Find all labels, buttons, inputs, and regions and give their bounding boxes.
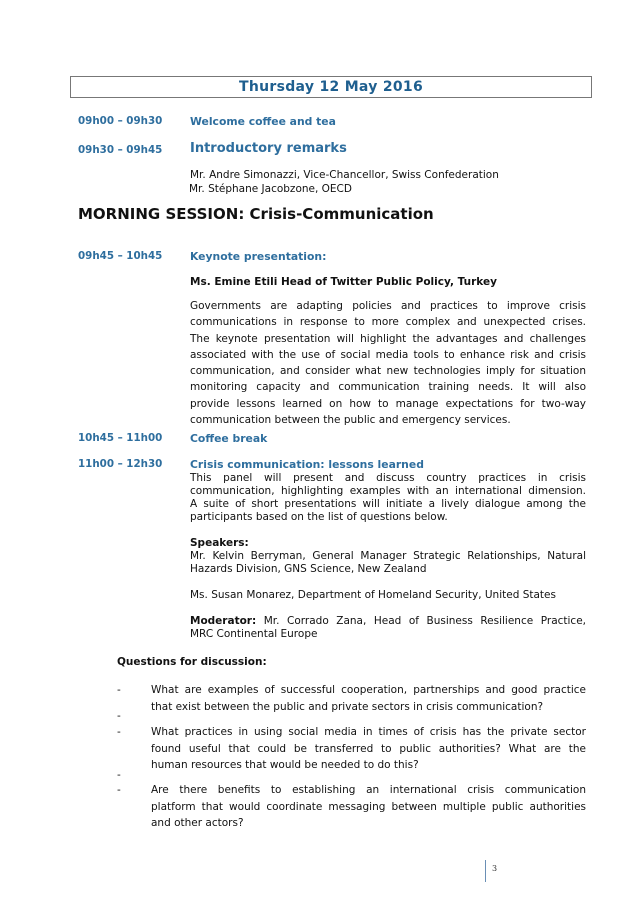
question-line: What are examples of successful cooperation, partnerships and good practice: [151, 684, 586, 696]
question-line: Are there benefits to establishing an international crisis communication: [151, 784, 586, 796]
question-line: found useful that could be transferred to public authorities? What are the: [151, 742, 586, 755]
speakers-label: Speakers:: [190, 537, 249, 549]
speaker-line: Mr. Kelvin Berryman, General Manager Strategic Relationships, Natural: [190, 550, 586, 562]
date-header: [70, 76, 592, 98]
bullet-dash: -: [117, 726, 121, 738]
question-2: [151, 726, 586, 776]
bullet-dash: -: [117, 710, 121, 722]
intro-speaker-1: Mr. Andre Simonazzi, Vice-Chancellor, Swiss Confederation: [190, 169, 499, 181]
bullet-dash: -: [117, 684, 121, 696]
keynote-line: communication, and consider what new technologies imply for situation: [190, 365, 586, 378]
question-line: and other actors?: [151, 817, 244, 829]
keynote-line: Governments are adapting policies and practices to improve crisis: [190, 300, 586, 312]
time-keynote: 09h45 – 10h45: [78, 250, 163, 262]
time-intro: 09h30 – 09h45: [78, 144, 163, 156]
panel-line: communication, highlighting examples with an international dimension.: [190, 484, 586, 497]
question-line: that exist between the public and private sectors in crisis communication?: [151, 700, 544, 713]
keynote-line: monitoring capacity and communication training needs. It will also: [190, 381, 586, 394]
time-panel: 11h00 – 12h30: [78, 458, 163, 470]
moderator-line: MRC Continental Europe: [190, 627, 318, 640]
title-keynote: Keynote presentation:: [190, 250, 327, 263]
session-title: MORNING SESSION: Crisis-Communication: [78, 205, 434, 223]
question-3: [151, 784, 586, 834]
panel-line: This panel will present and discuss country practices in crisis: [190, 472, 586, 484]
question-line: human resources that would be needed to do this?: [151, 759, 419, 771]
footer-rule: [485, 860, 486, 882]
keynote-line: communication between the public and emergency services.: [190, 414, 511, 427]
question-line: What practices in using social media in times of crisis has the private sector: [151, 726, 586, 738]
keynote-line: communications in response to more complex and unexpected crises.: [190, 316, 586, 329]
time-coffee: 10h45 – 11h00: [78, 432, 163, 444]
speaker-berryman: [190, 550, 586, 576]
title-intro: Introductory remarks: [190, 141, 347, 156]
panel-description: [190, 472, 586, 524]
bullet-dash: -: [117, 784, 121, 796]
speaker-monarez: Ms. Susan Monarez, Department of Homeland Security, United States: [190, 589, 556, 601]
question-1: [151, 684, 586, 717]
questions-title: Questions for discussion:: [117, 656, 267, 668]
bullet-dash: -: [117, 769, 121, 781]
page-number: 3: [492, 864, 498, 873]
moderator: [190, 615, 586, 641]
question-line: platform that would coordinate messaging between multiple public authorities: [151, 800, 586, 813]
panel-line: A suite of short presentations will initiate a lively dialogue among the: [190, 497, 586, 510]
moderator-line: [190, 615, 586, 628]
moderator-label: Moderator:: [190, 615, 257, 627]
title-panel: Crisis communication: lessons learned: [190, 458, 424, 471]
speaker-line: Hazards Division, GNS Science, New Zealand: [190, 562, 427, 575]
intro-speaker-2: Mr. Stéphane Jacobzone, OECD: [189, 183, 352, 195]
panel-line: participants based on the list of questions below.: [190, 510, 448, 523]
keynote-line: The keynote presentation will highlight the advantages and challenges: [190, 332, 586, 345]
keynote-speaker: Ms. Emine Etili Head of Twitter Public Policy, Turkey: [190, 276, 497, 288]
date-header-text: Thursday 12 May 2016: [238, 79, 424, 95]
time-welcome: 09h00 – 09h30: [78, 115, 163, 127]
title-welcome: Welcome coffee and tea: [190, 115, 336, 128]
keynote-description: [190, 300, 586, 430]
keynote-line: associated with the use of social media tools to enhance risk and crisis: [190, 348, 586, 361]
moderator-text: Mr. Corrado Zana, Head of Business Resilience Practice,: [263, 615, 587, 627]
keynote-line: provide lessons learned on how to manage expectations for two-way: [190, 397, 586, 410]
title-coffee: Coffee break: [190, 432, 268, 445]
